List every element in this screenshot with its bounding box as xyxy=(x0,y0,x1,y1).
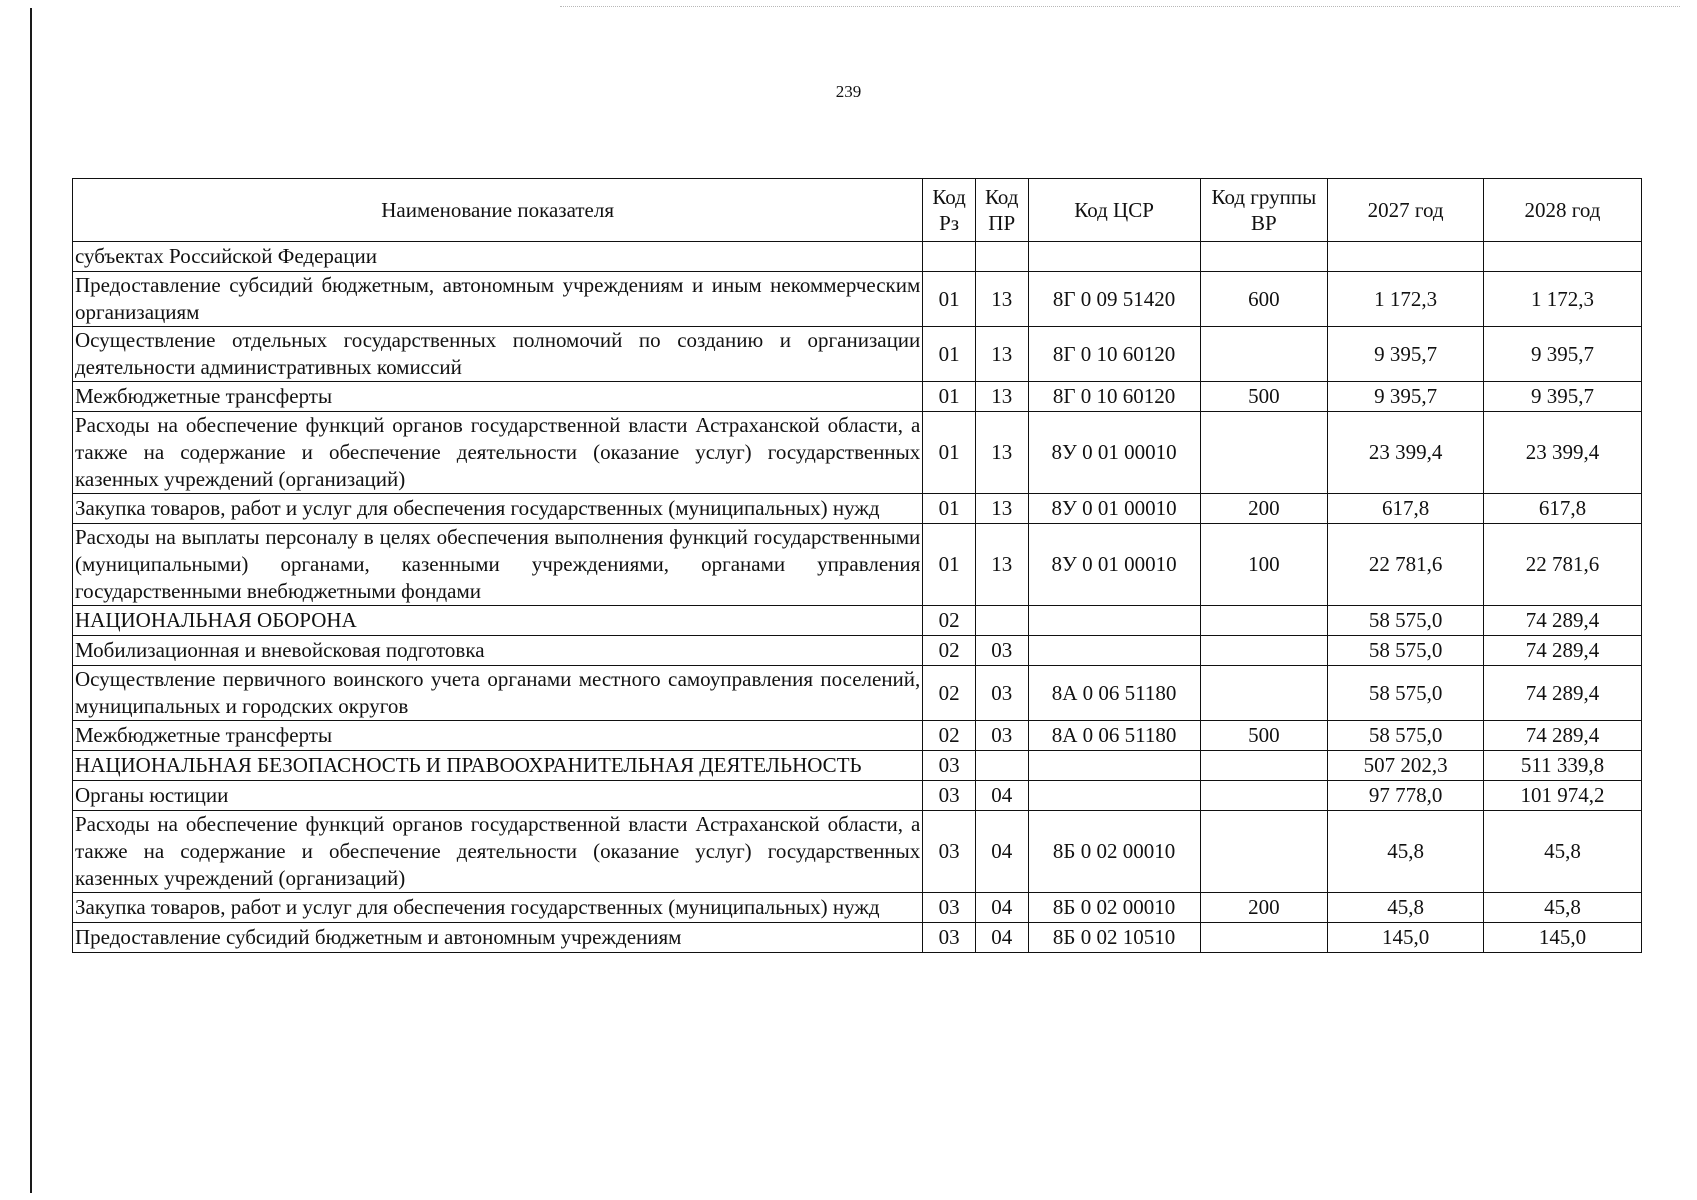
cell-rz: 01 xyxy=(923,327,976,382)
cell-name: НАЦИОНАЛЬНАЯ ОБОРОНА xyxy=(73,606,923,636)
cell-csr xyxy=(1028,242,1200,272)
cell-csr: 8А 0 06 51180 xyxy=(1028,666,1200,721)
cell-vr xyxy=(1200,781,1328,811)
cell-2028: 74 289,4 xyxy=(1484,721,1642,751)
table-row xyxy=(73,272,1642,327)
cell-2028: 22 781,6 xyxy=(1484,524,1642,606)
scan-top-dotted-line xyxy=(560,6,1680,7)
cell-csr: 8У 0 01 00010 xyxy=(1028,412,1200,494)
cell-2027: 58 575,0 xyxy=(1328,606,1484,636)
cell-vr xyxy=(1200,636,1328,666)
budget-table xyxy=(72,178,1642,953)
table-row xyxy=(73,721,1642,751)
cell-2028: 1 172,3 xyxy=(1484,272,1642,327)
cell-2027: 9 395,7 xyxy=(1328,327,1484,382)
cell-2028: 45,8 xyxy=(1484,893,1642,923)
cell-csr: 8А 0 06 51180 xyxy=(1028,721,1200,751)
cell-name: Расходы на обеспечение функций органов государственной власти Астраханской области, а также на содержание и обеспечение деятельности (оказание услуг) государственных казенных учреждений (организаций) xyxy=(73,811,923,893)
cell-2028: 511 339,8 xyxy=(1484,751,1642,781)
table-row xyxy=(73,811,1642,893)
cell-csr: 8У 0 01 00010 xyxy=(1028,494,1200,524)
cell-vr xyxy=(1200,327,1328,382)
cell-2027: 97 778,0 xyxy=(1328,781,1484,811)
cell-csr xyxy=(1028,606,1200,636)
table-row xyxy=(73,412,1642,494)
cell-2027: 45,8 xyxy=(1328,811,1484,893)
cell-name: Мобилизационная и вневойсковая подготовка xyxy=(73,636,923,666)
cell-rz: 02 xyxy=(923,721,976,751)
cell-2028: 74 289,4 xyxy=(1484,636,1642,666)
cell-name: Закупка товаров, работ и услуг для обеспечения государственных (муниципальных) нужд xyxy=(73,893,923,923)
cell-vr: 600 xyxy=(1200,272,1328,327)
cell-pr: 13 xyxy=(975,382,1028,412)
cell-csr: 8Б 0 02 00010 xyxy=(1028,811,1200,893)
cell-2027: 58 575,0 xyxy=(1328,666,1484,721)
table-row xyxy=(73,242,1642,272)
cell-2027: 145,0 xyxy=(1328,923,1484,953)
cell-pr: 04 xyxy=(975,811,1028,893)
scan-left-edge-line xyxy=(30,8,32,1193)
cell-pr xyxy=(975,606,1028,636)
cell-2027: 45,8 xyxy=(1328,893,1484,923)
cell-name: субъектах Российской Федерации xyxy=(73,242,923,272)
table-row xyxy=(73,666,1642,721)
table-row xyxy=(73,893,1642,923)
cell-csr: 8Г 0 10 60120 xyxy=(1028,327,1200,382)
cell-rz: 02 xyxy=(923,606,976,636)
cell-name: Предоставление субсидий бюджетным, автономным учреждениям и иным некоммерческим организациям xyxy=(73,272,923,327)
table-row xyxy=(73,524,1642,606)
cell-rz: 01 xyxy=(923,412,976,494)
table-row xyxy=(73,494,1642,524)
cell-2027: 9 395,7 xyxy=(1328,382,1484,412)
cell-pr: 04 xyxy=(975,781,1028,811)
cell-rz: 02 xyxy=(923,636,976,666)
cell-vr: 500 xyxy=(1200,382,1328,412)
header-rz: Код Рз xyxy=(923,179,976,242)
cell-name: Межбюджетные трансферты xyxy=(73,721,923,751)
cell-pr: 13 xyxy=(975,272,1028,327)
cell-vr: 200 xyxy=(1200,893,1328,923)
cell-2027: 58 575,0 xyxy=(1328,636,1484,666)
cell-name: Предоставление субсидий бюджетным и автономным учреждениям xyxy=(73,923,923,953)
cell-pr: 13 xyxy=(975,494,1028,524)
cell-2027: 1 172,3 xyxy=(1328,272,1484,327)
table-header-row xyxy=(73,179,1642,242)
cell-pr: 03 xyxy=(975,721,1028,751)
cell-name: Расходы на обеспечение функций органов государственной власти Астраханской области, а также на содержание и обеспечение деятельности (оказание услуг) государственных казенных учреждений (организаций) xyxy=(73,412,923,494)
cell-2028: 45,8 xyxy=(1484,811,1642,893)
cell-vr: 100 xyxy=(1200,524,1328,606)
cell-2028: 617,8 xyxy=(1484,494,1642,524)
cell-csr xyxy=(1028,781,1200,811)
cell-csr xyxy=(1028,751,1200,781)
cell-pr: 03 xyxy=(975,666,1028,721)
cell-rz: 01 xyxy=(923,494,976,524)
cell-rz: 01 xyxy=(923,382,976,412)
cell-csr: 8Г 0 09 51420 xyxy=(1028,272,1200,327)
cell-name: Закупка товаров, работ и услуг для обеспечения государственных (муниципальных) нужд xyxy=(73,494,923,524)
cell-csr: 8Б 0 02 00010 xyxy=(1028,893,1200,923)
table-row xyxy=(73,923,1642,953)
cell-pr xyxy=(975,242,1028,272)
cell-csr xyxy=(1028,636,1200,666)
cell-rz: 02 xyxy=(923,666,976,721)
cell-vr: 500 xyxy=(1200,721,1328,751)
cell-pr xyxy=(975,751,1028,781)
cell-2027 xyxy=(1328,242,1484,272)
cell-vr xyxy=(1200,666,1328,721)
cell-vr xyxy=(1200,811,1328,893)
cell-vr: 200 xyxy=(1200,494,1328,524)
cell-2028: 23 399,4 xyxy=(1484,412,1642,494)
cell-pr: 04 xyxy=(975,893,1028,923)
cell-rz xyxy=(923,242,976,272)
cell-vr xyxy=(1200,751,1328,781)
cell-rz: 03 xyxy=(923,751,976,781)
cell-name: Расходы на выплаты персоналу в целях обеспечения выполнения функций государственными (муниципальными) органами, казенными учреждениями, органами управления государственными внебюджетными фондами xyxy=(73,524,923,606)
page-number: 239 xyxy=(835,82,862,101)
table-row xyxy=(73,382,1642,412)
cell-csr: 8Б 0 02 10510 xyxy=(1028,923,1200,953)
cell-name: Осуществление отдельных государственных полномочий по созданию и организации деятельности административных комиссий xyxy=(73,327,923,382)
cell-pr: 04 xyxy=(975,923,1028,953)
cell-name: Межбюджетные трансферты xyxy=(73,382,923,412)
cell-rz: 01 xyxy=(923,524,976,606)
cell-name: Органы юстиции xyxy=(73,781,923,811)
cell-pr: 03 xyxy=(975,636,1028,666)
cell-csr: 8Г 0 10 60120 xyxy=(1028,382,1200,412)
cell-2027: 58 575,0 xyxy=(1328,721,1484,751)
table-row xyxy=(73,636,1642,666)
cell-rz: 03 xyxy=(923,811,976,893)
cell-pr: 13 xyxy=(975,524,1028,606)
cell-rz: 01 xyxy=(923,272,976,327)
cell-pr: 13 xyxy=(975,412,1028,494)
cell-name: НАЦИОНАЛЬНАЯ БЕЗОПАСНОСТЬ И ПРАВООХРАНИТЕЛЬНАЯ ДЕЯТЕЛЬНОСТЬ xyxy=(73,751,923,781)
cell-name: Осуществление первичного воинского учета органами местного самоуправления поселений, муниципальных и городских округов xyxy=(73,666,923,721)
cell-vr xyxy=(1200,606,1328,636)
cell-vr xyxy=(1200,242,1328,272)
header-2028: 2028 год xyxy=(1484,179,1642,242)
table-body xyxy=(73,242,1642,953)
cell-2028: 101 974,2 xyxy=(1484,781,1642,811)
cell-pr: 13 xyxy=(975,327,1028,382)
cell-csr: 8У 0 01 00010 xyxy=(1028,524,1200,606)
header-2027: 2027 год xyxy=(1328,179,1484,242)
header-pr: Код ПР xyxy=(975,179,1028,242)
table-row xyxy=(73,751,1642,781)
cell-2028: 9 395,7 xyxy=(1484,382,1642,412)
cell-vr xyxy=(1200,923,1328,953)
cell-vr xyxy=(1200,412,1328,494)
header-csr: Код ЦСР xyxy=(1028,179,1200,242)
table-row xyxy=(73,327,1642,382)
cell-rz: 03 xyxy=(923,923,976,953)
table-row xyxy=(73,781,1642,811)
cell-2027: 22 781,6 xyxy=(1328,524,1484,606)
cell-rz: 03 xyxy=(923,893,976,923)
cell-2028: 9 395,7 xyxy=(1484,327,1642,382)
cell-2027: 617,8 xyxy=(1328,494,1484,524)
cell-2028 xyxy=(1484,242,1642,272)
cell-rz: 03 xyxy=(923,781,976,811)
cell-2027: 507 202,3 xyxy=(1328,751,1484,781)
table-row xyxy=(73,606,1642,636)
cell-2027: 23 399,4 xyxy=(1328,412,1484,494)
cell-2028: 145,0 xyxy=(1484,923,1642,953)
cell-2028: 74 289,4 xyxy=(1484,606,1642,636)
cell-2028: 74 289,4 xyxy=(1484,666,1642,721)
header-name: Наименование показателя xyxy=(73,179,923,242)
header-vr: Код группы ВР xyxy=(1200,179,1328,242)
